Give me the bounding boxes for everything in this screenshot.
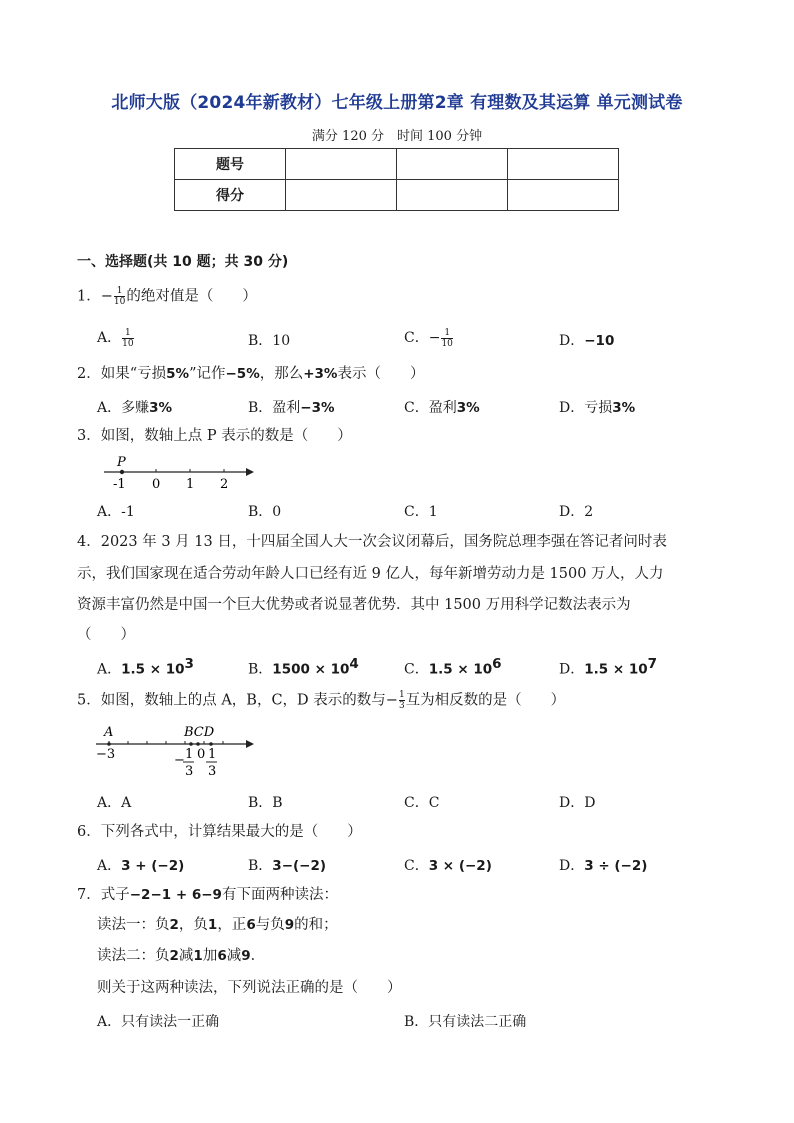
score-cell[interactable] (286, 149, 397, 180)
question-1: 1．− $\frac{1}{10}$ 的绝对值是（ ） (77, 286, 257, 307)
axis-arrow (246, 740, 254, 748)
q4-option-d[interactable]: D．$1.5 \times 10^7$ (559, 656, 658, 678)
score-cell[interactable] (286, 180, 397, 211)
q6-option-b[interactable]: B．3−(−2) (248, 858, 327, 874)
q5-option-d[interactable]: D．D (559, 795, 596, 811)
fraction-numerator: 1 (185, 747, 194, 762)
number-line-figure-1 (100, 452, 260, 492)
question-7-prompt: 则关于这两种读法，下列说法正确的是（ ） (97, 980, 402, 996)
q1-option-a[interactable]: A． $\frac{1}{10}$ (97, 327, 134, 349)
axis-arrow (246, 468, 254, 476)
q2-option-a[interactable]: A．多赚3% (97, 400, 173, 416)
table-row (175, 149, 619, 180)
table-row (175, 180, 619, 211)
tick-label: 0 (197, 747, 206, 762)
reading-method-2: 读法二：负2减1加6减9． (97, 948, 266, 964)
row-label-question-number: 题号 (175, 149, 286, 180)
points-bcd-label: BCD (184, 725, 215, 740)
q6-option-d[interactable]: D．3 ÷ (−2) (559, 858, 648, 874)
q5-option-b[interactable]: B．B (248, 795, 283, 811)
fraction-numerator: 1 (208, 747, 217, 762)
q7-option-b[interactable]: B．只有读法二正确 (404, 1014, 527, 1030)
q1-option-c[interactable]: C．− $\frac{1}{10}$ (404, 327, 453, 349)
q2-option-b[interactable]: B．盈利−3% (248, 400, 335, 416)
q3-option-a[interactable]: A．-1 (97, 504, 135, 520)
q6-option-c[interactable]: C．3 × (−2) (404, 858, 492, 874)
question-4-line: （ ） (77, 627, 135, 643)
question-6: 6．下列各式中，计算结果最大的是（ ） (77, 824, 362, 840)
page-title: 北师大版（2024年新教材）七年级上册第2章 有理数及其运算 单元测试卷 (111, 93, 683, 113)
row-label-score: 得分 (175, 180, 286, 211)
q4-option-c[interactable]: C．$1.5 \times 10^6$ (404, 656, 502, 678)
fraction-denominator: 3 (208, 764, 217, 779)
q7-option-a[interactable]: A．只有读法一正确 (97, 1014, 220, 1030)
q5-option-c[interactable]: C．C (404, 795, 440, 811)
q4-option-a[interactable]: A．$1.5 \times 10^3$ (97, 656, 194, 678)
point-d-marker (209, 742, 213, 746)
point-p-marker (120, 470, 124, 474)
score-cell[interactable] (397, 180, 508, 211)
q3-option-c[interactable]: C．1 (404, 504, 438, 520)
q6-option-a[interactable]: A．3 + (−2) (97, 858, 185, 874)
fraction: $\frac{1}{10}$ (122, 327, 134, 349)
question-4-line: 4．2023 年 3 月 13 日，十四届全国人大一次会议闭幕后，国务院总理李强在答记者问时表 (77, 534, 667, 550)
tick-label: −3 (96, 747, 116, 762)
tick-label: 0 (152, 477, 161, 492)
fraction-denominator: 3 (185, 764, 194, 779)
q2-option-c[interactable]: C．盈利3% (404, 400, 480, 416)
question-4-line: 资源丰富仍然是中国一个巨大优势或者说显著优势．其中 1500 万用科学记数法表示为 (77, 597, 631, 613)
number-line-figure-2 (94, 722, 264, 784)
fraction-minus: − (174, 753, 185, 768)
q3-option-d[interactable]: D．2 (559, 504, 594, 520)
point-a-marker (107, 742, 111, 746)
fraction: $\frac{1}{10}$ (113, 286, 126, 307)
score-cell[interactable] (508, 149, 619, 180)
section-heading: 一、选择题(共 10 题；共 30 分) (77, 254, 289, 270)
exam-info: 满分 120 分 时间 100 分钟 (311, 129, 483, 144)
score-cell[interactable] (508, 180, 619, 211)
tick-label: -1 (113, 477, 126, 492)
q2-option-d[interactable]: D．亏损3% (559, 400, 636, 416)
question-4-line: 示，我们国家现在适合劳动年龄人口已经有近 9 亿人，每年新增劳动力是 1500 万人，人力 (77, 566, 664, 582)
q4-option-b[interactable]: B．$1500 \times 10^4$ (248, 656, 359, 678)
point-c-marker (196, 742, 200, 746)
tick-label: 1 (186, 477, 195, 492)
score-cell[interactable] (397, 149, 508, 180)
point-p-label: P (117, 455, 126, 470)
q5-option-a[interactable]: A．A (97, 795, 132, 811)
fraction: $\frac{1}{3}$ (398, 690, 405, 711)
question-5: 5．如图，数轴上的点 A，B，C，D 表示的数与− $\frac{1}{3}$ 互为相反数的是（ ） (77, 690, 566, 711)
question-7: 7．式子−2−1 + 6−9有下面两种读法： (77, 887, 338, 903)
fraction: $\frac{1}{10}$ (441, 327, 453, 349)
point-b-marker (189, 742, 193, 746)
question-3: 3．如图，数轴上点 P 表示的数是（ ） (77, 428, 352, 444)
q3-option-b[interactable]: B．0 (248, 504, 282, 520)
reading-method-1: 读法一：负2，负1，正6与负9的和； (97, 917, 338, 933)
q1-option-b[interactable]: B．10 (248, 333, 291, 349)
point-a-label: A (104, 725, 114, 740)
question-2: 2．如果“亏损5%”记作−5%，那么+3%表示（ ） (77, 366, 425, 382)
tick-label: 2 (220, 477, 229, 492)
score-table (174, 148, 619, 211)
q1-option-d[interactable]: D．−10 (559, 333, 615, 349)
